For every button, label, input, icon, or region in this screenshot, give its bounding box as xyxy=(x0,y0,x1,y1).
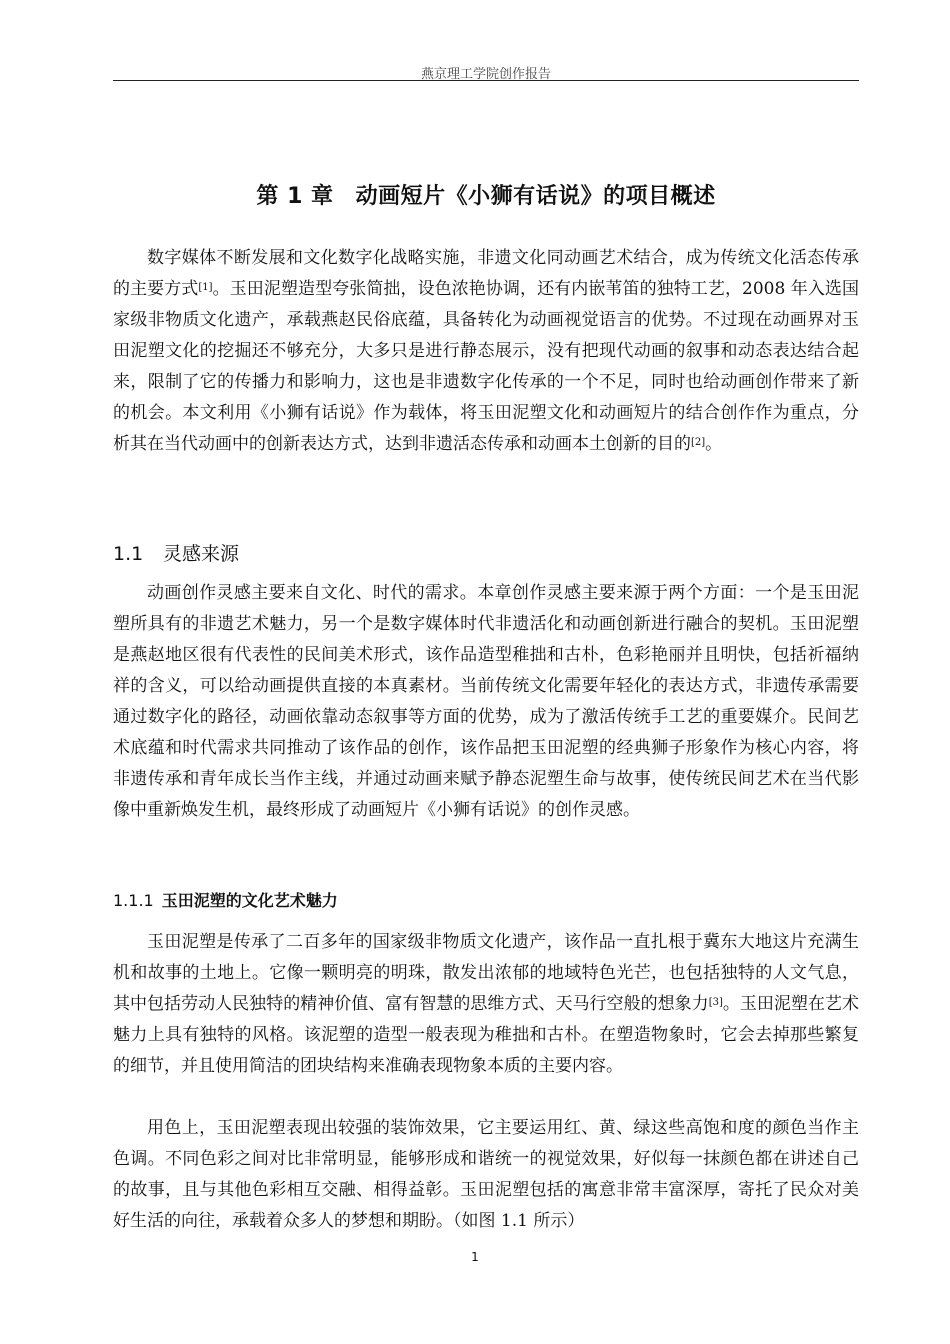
citation-2[interactable]: [2] xyxy=(691,437,706,448)
culture-paragraph-2: 用色上，玉田泥塑表现出较强的装饰效果，它主要运用红、黄、绿这些高饱和度的颜色当作主色调。不同色彩之间对比非常明显，能够形成和谐统一的视觉效果，好似每一抹颜色都在讲述自己的故事，且与其他色彩相互交融、相得益彰。玉田泥塑包括的寓意非常丰富深厚，寄托了民众对美好生活的向往，承载着众多人的梦想和期盼。（如图 1.1 所示） xyxy=(113,1118,859,1231)
culture-paragraph-1 xyxy=(113,927,859,1082)
running-header: 燕京理工学院创作报告 xyxy=(420,67,551,82)
intro-text-2: 。玉田泥塑造型夸张简拙，设色浓艳协调，还有内嵌苇笛的独特工艺，2008 年入选国家级非物质文化遗产，承载燕赵民俗底蕴，具备转化为动画视觉语言的优势。不过现在动画界对玉田泥塑文化的挖掘还不够充分，大多只是进行静态展示，没有把现代动画的叙事和动态表达结合起来，限制了它的传播力和影响力，这也是非遗数字化传承的一个不足，同时也给动画创作带来了新的机会。本文利用《小狮有话说》作为载体，将玉田泥塑文化和动画短片的结合创作作为重点，分析其在当代动画中的创新表达方式，达到非遗活态传承和动画本土创新的目的 xyxy=(113,279,859,454)
intro-paragraph xyxy=(113,243,859,460)
intro-text-1: 数字媒体不断发展和文化数字化战略实施，非遗文化同动画艺术结合，成为传统文化活态传承的主要方式 xyxy=(113,248,859,299)
section-title: 灵感来源 xyxy=(163,543,240,565)
header-divider xyxy=(113,80,859,81)
citation-3[interactable]: [3] xyxy=(708,997,723,1008)
culture-text-1: 玉田泥塑是传承了二百多年的国家级非物质文化遗产，该作品一直扎根于冀东大地这片充满生机和故事的土地上。它像一颗明亮的明珠，散发出浓郁的地域特色光芒，也包括独特的人文气息，其中包括劳动人民独特的精神价值、富有智慧的思维方式、天马行空般的想象力 xyxy=(113,932,859,1014)
inspiration-paragraph: 动画创作灵感主要来自文化、时代的需求。本章创作灵感主要来源于两个方面：一个是玉田泥塑所具有的非遗艺术魅力，另一个是数字媒体时代非遗活化和动画创新进行融合的契机。玉田泥塑是燕赵地区很有代表性的民间美术形式，该作品造型稚拙和古朴，色彩艳丽并且明快，包括祈福纳祥的含义，可以给动画提供直接的本真素材。当前传统文化需要年轻化的表达方式，非遗传承需要通过数字化的路径，动画依靠动态叙事等方面的优势，成为了激活传统手工艺的重要媒介。民间艺术底蕴和时代需求共同推动了该作品的创作，该作品把玉田泥塑的经典狮子形象作为核心内容，将非遗传承和青年成长当作主线，并通过动画来赋予静态泥塑生命与故事，使传统民间艺术在当代影像中重新焕发生机，最终形成了动画短片《小狮有话说》的创作灵感。 xyxy=(113,583,859,820)
subsection-number: 1.1.1 xyxy=(113,891,154,910)
section-heading-1-1 xyxy=(113,539,239,566)
citation-1[interactable]: [1] xyxy=(198,282,213,293)
chapter-title xyxy=(113,179,859,210)
chapter-number: 第 1 章 xyxy=(256,184,334,209)
section-number: 1.1 xyxy=(113,543,144,565)
subsection-heading-1-1-1 xyxy=(113,888,338,911)
page-number: 1 xyxy=(471,1250,479,1264)
culture-text-2: 。玉田泥塑在艺术魅力上具有独特的风格。该泥塑的造型一般表现为稚拙和古朴。在塑造物象时，它会去掉那些繁复的细节，并且使用简洁的团块结构来准确表现物象本质的主要内容。 xyxy=(113,994,860,1076)
intro-text-3: 。 xyxy=(705,434,723,454)
chapter-heading-text: 动画短片《小狮有话说》的项目概述 xyxy=(355,184,716,209)
subsection-title: 玉田泥塑的文化艺术魅力 xyxy=(161,891,338,910)
